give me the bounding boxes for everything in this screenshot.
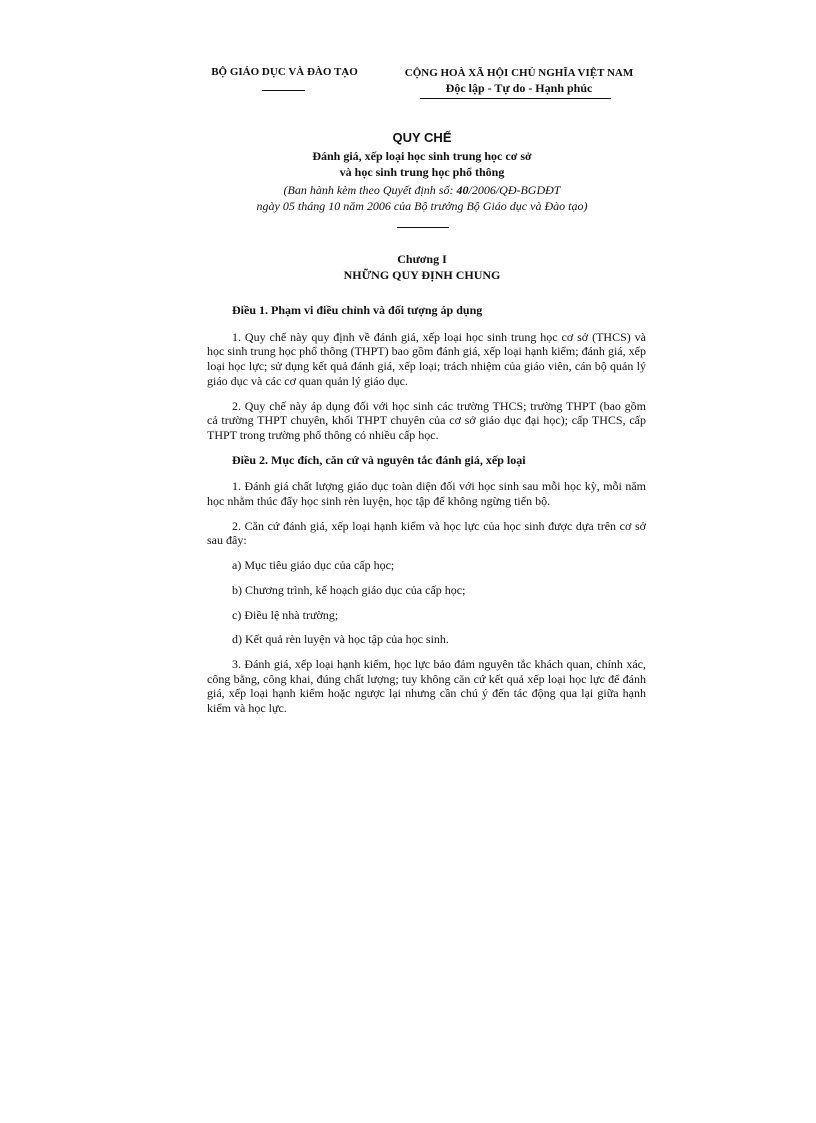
issuance-prefix: (Ban hành kèm theo Quyết định số: bbox=[283, 183, 457, 197]
issuance-note bbox=[197, 182, 647, 214]
chapter-heading bbox=[197, 251, 647, 283]
article-2-paragraph: 3. Đánh giá, xếp loại hạnh kiểm, học lực bảo đảm nguyên tắc khách quan, chính xác, công bằng, công khai, đúng chất lượng; tuy không căn cứ kết quả xếp loại học lực để đánh giá, xếp loại hạnh kiểm hoặc ngược lại nhưng cần chú ý đến tác động qua lại giữa hạnh kiểm và học lực. bbox=[207, 656, 646, 716]
document-title: QUY CHẾ bbox=[392, 130, 452, 145]
motto-underline bbox=[420, 98, 611, 99]
chapter-number: Chương I bbox=[397, 252, 447, 266]
issuance-line-1 bbox=[197, 182, 647, 198]
article-2-list-item: c) Điều lệ nhà trường; bbox=[232, 607, 339, 622]
issuance-line-2: ngày 05 tháng 10 năm 2006 của Bộ trưởng Bộ Giáo dục và Đào tạo) bbox=[256, 199, 588, 213]
document-body bbox=[207, 303, 646, 726]
title-divider bbox=[397, 227, 449, 228]
article-2-list-item: a) Mục tiêu giáo dục của cấp học; bbox=[232, 558, 395, 573]
document-subtitle bbox=[197, 148, 647, 180]
article-1-paragraph: 2. Quy chế này áp dụng đối với học sinh các trường THCS; trường THPT (bao gồm cả trường THPT chuyên, khối THPT chuyên của cơ sở giáo dục đại học); cấp THCS, cấp THPT trong trường phổ thông có nhiều cấp học. bbox=[207, 398, 646, 442]
ministry-name: BỘ GIÁO DỤC VÀ ĐÀO TẠO bbox=[211, 66, 358, 78]
article-2-heading: Điều 2. Mục đích, căn cứ và nguyên tắc đánh giá, xếp loại bbox=[232, 452, 526, 467]
ministry-underline bbox=[262, 90, 305, 91]
article-2-paragraph: 1. Đánh giá chất lượng giáo dục toàn diện đối với học sinh sau mỗi học kỳ, mỗi năm học nhằm thúc đẩy học sinh rèn luyện, học tập để không ngừng tiến bộ. bbox=[207, 479, 646, 509]
article-1-paragraph: 1. Quy chế này quy định về đánh giá, xếp loại học sinh trung học cơ sở (THCS) và học sinh trung học phổ thông (THPT) bao gồm đánh giá, xếp loại hạnh kiểm; đánh giá, xếp loại học lực; sử dụng kết quả đánh giá, xếp loại; trách nhiệm của giáo viên, cán bộ quản lý giáo dục và các cơ quan quản lý giáo dục. bbox=[207, 329, 646, 388]
article-2-list-item: d) Kết quả rèn luyện và học tập của học sinh. bbox=[232, 632, 449, 647]
issuance-suffix: /2006/QĐ-BGDĐT bbox=[468, 183, 561, 197]
article-2-list-item: b) Chương trình, kế hoạch giáo dục của cấp học; bbox=[232, 582, 466, 597]
subtitle-line-2: và học sinh trung học phổ thông bbox=[339, 165, 505, 179]
decision-number: 40 bbox=[456, 183, 469, 197]
republic-header bbox=[388, 66, 650, 96]
article-2-paragraph: 2. Căn cứ đánh giá, xếp loại hạnh kiểm và học lực của học sinh được dựa trên cơ sở sau đây: bbox=[207, 518, 646, 548]
chapter-name: NHỮNG QUY ĐỊNH CHUNG bbox=[343, 268, 501, 282]
article-1-heading: Điều 1. Phạm vi điều chỉnh và đối tượng áp dụng bbox=[232, 303, 483, 317]
republic-name: CỘNG HOÀ XÃ HỘI CHỦ NGHĨA VIỆT NAM bbox=[404, 67, 634, 79]
national-motto: Độc lập - Tự do - Hạnh phúc bbox=[445, 81, 593, 95]
subtitle-line-1: Đánh giá, xếp loại học sinh trung học cơ sở bbox=[312, 149, 532, 163]
